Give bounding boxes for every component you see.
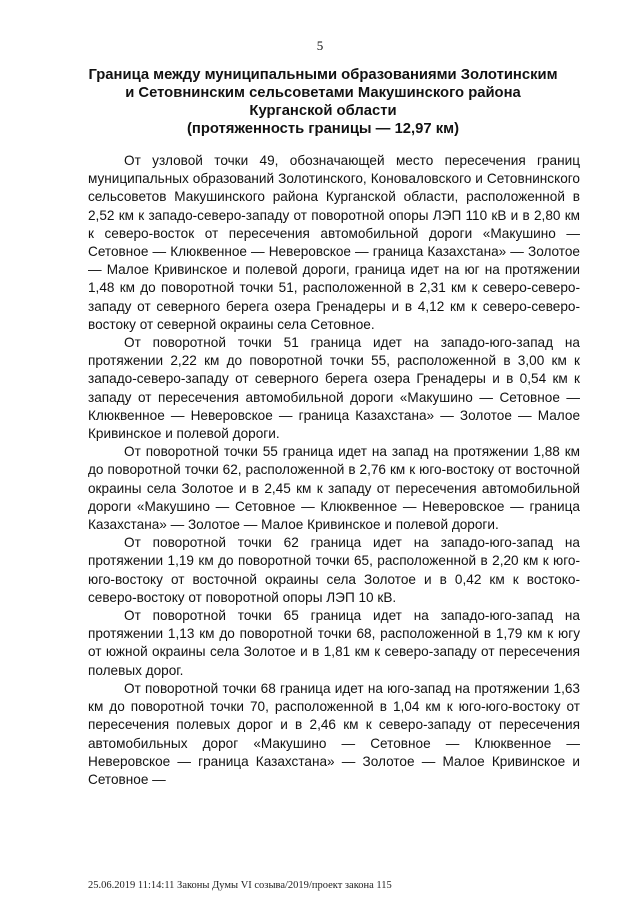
paragraph: От поворотной точки 65 граница идет на западо-юго-запад на протяжении 1,13 км до поворотной точки 68, расположенной в 1,79 км к югу от южной окраины села Золотое и в 1,81 км к северо-западу от пересечения полевых дорог. <box>88 608 580 678</box>
title-length-line: (протяженность границы — 12,97 км) <box>186 121 459 137</box>
paragraph: От поворотной точки 62 граница идет на западо-юго-запад на протяжении 1,19 км до поворотной точки 65, расположенной в 2,20 км к юго-юго-востоку от восточной окраины села Золотое и в 0,42 км к востоко-северо-востоку от поворотной опоры ЛЭП 10 кВ. <box>88 535 580 605</box>
paragraph: От узловой точки 49, обозначающей место пересечения границ муниципальных образований Золотинского, Коноваловского и Сетовнинского сельсоветов Макушинского района Курганской области, расположенной в 2,52 км к западо-северо-западу от поворотной опоры ЛЭП 110 кВ и в 2,80 км к северо-восток от пересечения автомобильной дороги «Макушино — Сетовное — Клюквенное — Неверовское — граница Казахстана» — Золотое — Малое Кривинское и полевой дороги, граница идет на юг на протяжении 1,48 км до поворотной точки 51, расположенной в 2,31 км к северо-северо-западу от северного берега озера Гренадеры и в 4,12 км к северо-северо-востоку от северной окраины села Сетовное. <box>88 153 580 332</box>
title-line: и Сетовнинским сельсоветами Макушинского района <box>125 85 521 101</box>
paragraph: От поворотной точки 55 граница идет на запад на протяжении 1,88 км до поворотной точки 62, расположенной в 2,76 км к юго-востоку от восточной окраины села Золотое и в 2,45 км к западу от пересечения автомобильной дороги «Макушино — Сетовное — Клюквенное — Неверовское — граница Казахстана» — Золотое — Малое Кривинское и полевой дороги. <box>88 444 580 533</box>
paragraph: От поворотной точки 68 граница идет на юго-запад на протяжении 1,63 км до поворотной точки 70, расположенной в 1,04 км к юго-юго-востоку от пересечения полевых дорог и в 2,46 км к северо-западу от пересечения автомобильных дорог «Макушино — Сетовное — Клюквенное — Неверовское — граница Казахстана» — Золотое — Малое Кривинское и Сетовное — <box>88 680 580 787</box>
document-body <box>88 152 580 789</box>
title-line: Граница между муниципальными образованиями Золотинским <box>88 67 558 83</box>
document-title <box>88 66 558 138</box>
footer-timestamp-path: 25.06.2019 11:14:11 Законы Думы VI созыва/2019/проект закона 115 <box>88 880 392 891</box>
paragraph: От поворотной точки 51 граница идет на западо-юго-запад на протяжении 2,22 км до поворотной точки 55, расположенной в 3,00 км к западо-северо-западу от северного берега озера Гренадеры и в 0,54 км к западу от пересечения автомобильной дороги «Макушино — Сетовное — Клюквенное — Неверовское — граница Казахстана» — Золотое — Малое Кривинское и полевой дороги. <box>88 335 580 442</box>
title-line: Курганской области <box>249 103 397 119</box>
page-number: 5 <box>316 38 324 53</box>
